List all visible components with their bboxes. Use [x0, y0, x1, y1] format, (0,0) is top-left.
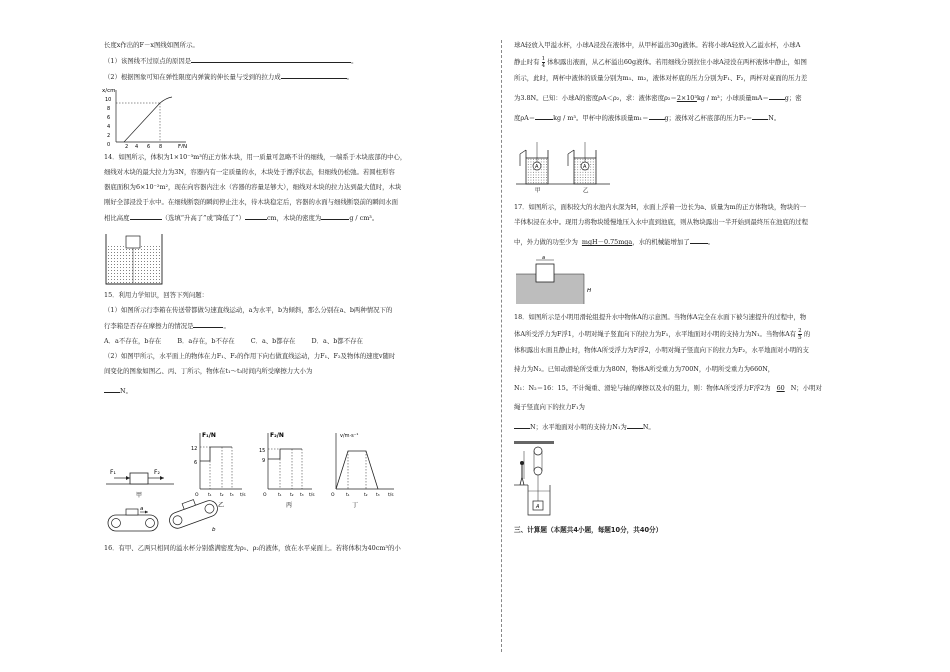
q14-line5: 相比高度 （选填“升高了”或“降低了”） cm，木块的密度为 g / cm³。 — [104, 214, 379, 222]
q15-option-d[interactable]: D．a、b都不存在 — [311, 337, 363, 345]
label-yi: 乙 — [218, 502, 225, 509]
g2-tick: 15 — [259, 448, 266, 454]
q13-ytick: 0 — [107, 142, 111, 148]
g2-ylabel: F₂/N — [270, 432, 284, 439]
right-column — [514, 40, 900, 536]
frac-den: 4 — [541, 62, 546, 69]
q16-cups-diagram — [514, 132, 614, 194]
g1-t1: t₁ — [208, 493, 212, 498]
left-column — [104, 40, 486, 554]
answer-rho2: 2×10³ — [676, 94, 697, 102]
q17-line3: 中，外力做的功至少为 mgH－0.75mga，水的机械能增加了 。 — [514, 238, 715, 246]
frac-num: 1 — [541, 55, 546, 62]
q13-ytick: 8 — [107, 106, 111, 112]
frac-den: 5 — [798, 334, 802, 341]
label-conveyor-b: b — [212, 527, 216, 533]
q15-part1: （1）如图所示行李箱在传送带都做匀速直线运动，a为水平，b为倾斜，那么分别在a、b两种情况下的 — [104, 306, 393, 314]
q14-line2: 细线对木块的最大拉力为3N，容器内有一定质量的水，木块处于漂浮状态，但细线仍松弛。若圆柱形容 — [104, 168, 395, 176]
label-cup-jia: 甲 — [535, 188, 541, 194]
q13-ytick: 4 — [107, 124, 111, 130]
q18-line1: 18．如图所示是小明用滑轮组提升水中物体A的示意图。当物体A完全在水面下被匀速提升的过程中，物 — [514, 313, 807, 321]
label-ball-a-yi: A — [583, 164, 587, 170]
q14-line4: 刚好全部浸没于水中。在细线断裂的瞬间停止注水，待木块稳定后，容器的水面与细线断裂前的瞬间水面 — [104, 198, 398, 206]
q17-pool-diagram — [514, 254, 598, 308]
g2-t2: t₂ — [290, 493, 294, 498]
q18-line6: 绳子竖直向下的拉力F₁为 — [514, 403, 585, 411]
q16-line4: 所示，此时，两杯中液体的质量分别为m₁、m₂，液体对杯底的压力分别为F₁、F₂，两杯对桌面的压力差 — [514, 74, 808, 82]
g3-t1: t₁ — [346, 493, 350, 498]
label-depth-h: H — [587, 288, 592, 294]
q16-line5: 为3.8N。已知：小球A的密度ρA＜ρ₂，求：液体密度ρ₂＝2×10³kg / m³；小球质量mA＝ g；密 — [514, 94, 802, 102]
q13-graph-ylabel: x/cm — [102, 88, 116, 94]
g1-tick: 12 — [191, 446, 198, 452]
label-jia: 甲 — [136, 492, 143, 499]
g1-tick: 6 — [194, 460, 198, 466]
q13-ytick: 6 — [107, 115, 111, 121]
q15-options — [104, 336, 486, 347]
q13-xtick: 6 — [147, 144, 151, 148]
label-f1: F₁ — [110, 469, 116, 476]
q18-line7: N；水平地面对小明的支持力N₁为 N。 — [514, 421, 900, 433]
q15-option-a[interactable]: A．a不存在，b存在 — [104, 337, 162, 345]
q13-ytick: 10 — [105, 97, 112, 103]
q14-line3: 器底面积为6×10⁻²m²，现在向容器内注水（容器的容量足够大），细线对木块的拉力达到最大值时，木块 — [104, 183, 402, 191]
q17-line2: 半体积浸在水中。现用力将物块缓慢地压入水中直到池底，则从物块露出一半开始到最终压在池底的过程 — [514, 218, 808, 226]
g2-t1: t₁ — [278, 493, 282, 498]
q13-part1: （1）该图线不过原点的原因是 。 — [104, 57, 358, 65]
g2-tick: 9 — [262, 458, 266, 464]
label-cup-yi: 乙 — [583, 188, 589, 194]
q15-figures — [104, 399, 404, 539]
label-ball-a-jia: A — [535, 164, 539, 170]
answer-f-float2: 60 — [776, 384, 785, 392]
g3-t3: t₃ — [376, 493, 380, 498]
g1-t3: t₃ — [230, 493, 234, 498]
g3-t2: t₂ — [364, 493, 368, 498]
q15-part2-b: 间变化的图象如图乙、丙、丁所示，物体在t₁～t₃时间内所受摩擦力大小为 — [104, 367, 313, 375]
g1-origin: O — [195, 493, 199, 498]
q14-line1: 14．如图所示，体积为1×10⁻³m³的正方体木块，用一质量可忽略不计的细线，一端系于木块底部的中心， — [104, 153, 407, 161]
q15-option-c[interactable]: C．a、b都存在 — [250, 337, 296, 345]
answer-q17: mgH－0.75mga — [581, 238, 633, 246]
q13-xtick: 8 — [159, 144, 163, 148]
q17-line1: 17．如图所示，面积较大的水池内水深为H，水面上浮着一边长为a、质量为m的正方体物块，物块的一 — [514, 203, 806, 211]
q18-line4: 持力为N₂。已知动滑轮所受重力为80N，物体A所受重力为700N，小明所受重力为660N， — [514, 365, 775, 373]
q15-option-b[interactable]: B．a存在，b不存在 — [177, 337, 235, 345]
q13-line: 长度x作出的F－x图线如图所示。 — [104, 41, 199, 49]
g3-t: t/s — [388, 493, 394, 498]
q15-part1-b: 行李箱是否存在摩擦力的情况是 。 — [104, 322, 230, 330]
g1-t: t/s — [240, 493, 246, 498]
q16-line6: 度ρA＝ kg / m³。甲杯中的液体质量m₁＝ g；液体对乙杯底部的压力F₂＝ N。 — [514, 114, 781, 122]
g1-t2: t₂ — [220, 493, 224, 498]
g2-t: t/s — [309, 493, 315, 498]
g1-ylabel: F₁/N — [202, 432, 216, 439]
q18-line3: 体积露出水面且静止时，物体A所受浮力为F浮2，小明对绳子竖直向下的拉力为F₂，水平地面对小明的支 — [514, 346, 809, 354]
q13-part2: （2）根据图象可知在弹性限度内弹簧的伸长量与受到的拉力成 。 — [104, 73, 354, 81]
q13-graph — [102, 86, 192, 148]
g3-ylabel: v/m·s⁻¹ — [340, 433, 359, 439]
label-f2: F₂ — [154, 469, 160, 476]
label-side-a: a — [542, 255, 546, 261]
label-bing: 丙 — [286, 502, 293, 509]
q14-container-diagram — [104, 230, 164, 286]
q16-line2: 球A轻放入甲溢水杯，小球A浸没在液体中，从甲杯溢出30g液体。若将小球A轻放入乙溢水杯，小球A — [514, 41, 801, 49]
q18-pulley-diagram — [514, 439, 574, 517]
label-object-a: A — [536, 504, 540, 510]
q13-graph-xlabel: F/N — [178, 144, 188, 148]
g2-origin: O — [263, 493, 267, 498]
q13-xtick: 4 — [135, 144, 139, 148]
label-ding: 丁 — [352, 502, 359, 509]
q13-ytick: 2 — [107, 133, 111, 139]
column-divider — [501, 40, 502, 652]
label-conveyor-a: a — [140, 506, 144, 512]
q16-line1: 16．有甲、乙两只相同的溢水杯分别盛满密度为ρ₁、ρ₂的液体，放在水平桌面上。若将体积为40cm³的小 — [104, 544, 401, 552]
q15-title: 15．利用力学知识，回答下列问题： — [104, 291, 208, 299]
g2-t3: t₃ — [300, 493, 304, 498]
section-3-heading: 三、计算题（本题共4小题，每题10分，共40分） — [514, 526, 663, 534]
q15-part2: （2）如图甲所示，水平面上的物体在力F₁、F₂的作用下向右做直线运动，力F₁、F₂及物体的速度v随时 — [104, 352, 396, 360]
g3-origin: O — [331, 493, 335, 498]
q15-part2-c: N。 — [104, 385, 486, 397]
q16-line3: 静止时有 $\frac{1}{4}$ 体积露出液面，从乙杯溢出60g液体。若用细线分别拉住小球A浸没在两杯液体中静止，如图 — [514, 55, 807, 69]
frac-num: 2 — [798, 327, 802, 334]
q18-line5: N₁：N₂＝16：15。不计绳重、滑轮与轴的摩擦以及水的阻力，则：物体A所受浮力F浮2为 60 N；小明对 — [514, 384, 822, 392]
q13-xtick: 2 — [125, 144, 129, 148]
q18-line2: 体A所受浮力为F浮1，小明对绳子竖直向下的拉力为F₁，水平地面对小明的支持力为N₁。当物体A有 $\frac{2}{5}$ 的 — [514, 327, 811, 341]
